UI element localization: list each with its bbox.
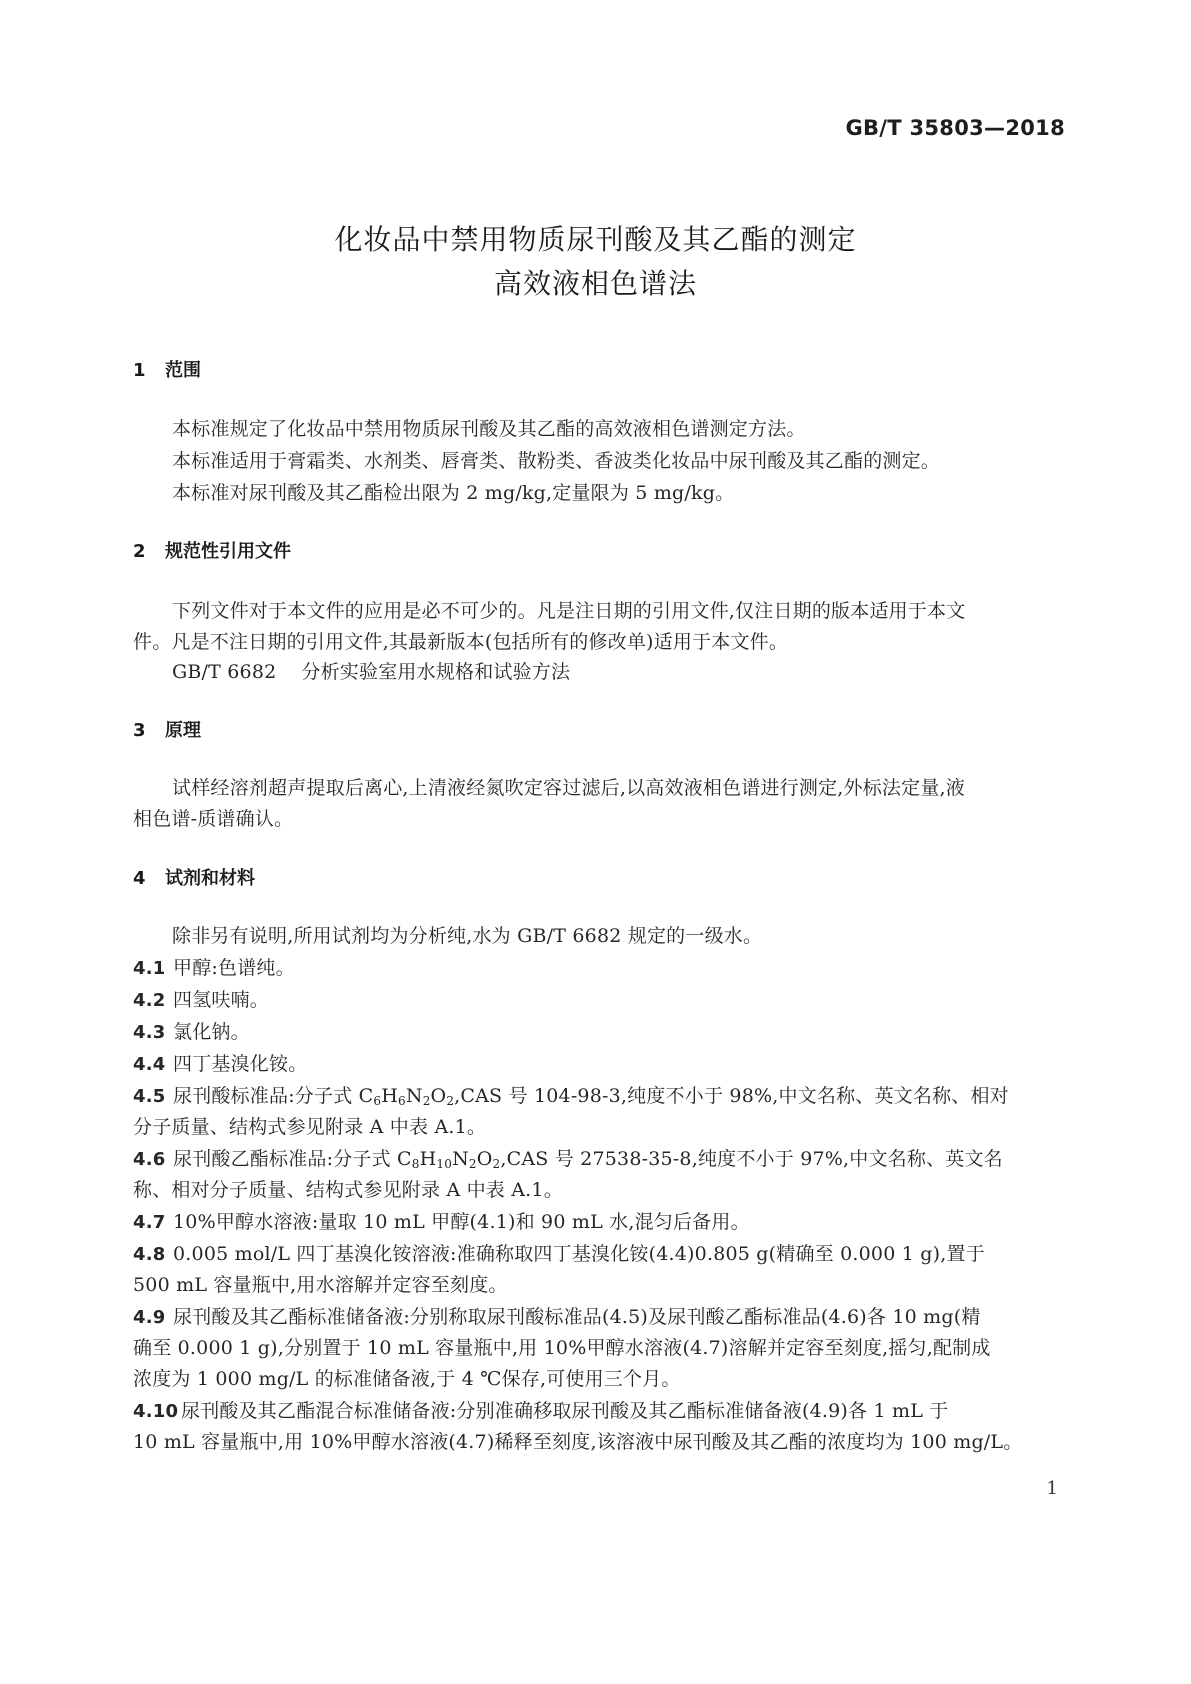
section-heading-references bbox=[133, 537, 291, 563]
paragraph-line: 本标准规定了化妆品中禁用物质尿刊酸及其乙酯的高效液相色谱测定方法。 bbox=[172, 418, 806, 440]
clause-number: 4.10 bbox=[133, 1401, 179, 1422]
clause-4-2 bbox=[133, 985, 269, 1012]
section-title: 试剂和材料 bbox=[165, 868, 255, 889]
paragraph-line: 除非另有说明,所用试剂均为分析纯,水为 GB/T 6682 规定的一级水。 bbox=[172, 925, 763, 947]
clause-number: 4.5 bbox=[133, 1086, 166, 1107]
clause-continuation: 浓度为 1 000 mg/L 的标准储备液,于 4 ℃保存,可使用三个月。 bbox=[133, 1368, 681, 1390]
clause-4-4 bbox=[133, 1049, 307, 1076]
section-number: 2 bbox=[133, 541, 146, 562]
formula-subscript: 2 bbox=[446, 1094, 455, 1108]
clause-number: 4.9 bbox=[133, 1307, 166, 1328]
standard-code: GB/T 35803—2018 bbox=[845, 116, 1065, 140]
clause-text: ,CAS 号 104-98-3,纯度不小于 98%,中文名称、英文名称、相对 bbox=[454, 1085, 1009, 1107]
clause-text: 0.005 mol/L 四丁基溴化铵溶液:准确称取四丁基溴化铵(4.4)0.805 g(精确至 0.000 1 g),置于 bbox=[173, 1243, 985, 1265]
paragraph-line: 试样经溶剂超声提取后离心,上清液经氮吹定容过滤后,以高效液相色谱进行测定,外标法定量,液 bbox=[172, 777, 965, 799]
paragraph-line: 相色谱-质谱确认。 bbox=[133, 808, 294, 830]
section-number: 1 bbox=[133, 360, 146, 381]
page-number: 1 bbox=[1046, 1478, 1058, 1499]
clause-text: 四丁基溴化铵。 bbox=[173, 1053, 308, 1075]
formula-element: H bbox=[381, 1085, 399, 1107]
clause-text: 四氢呋喃。 bbox=[173, 989, 270, 1011]
clause-number: 4.7 bbox=[133, 1212, 166, 1233]
clause-text: 10%甲醇水溶液:量取 10 mL 甲醇(4.1)和 90 mL 水,混匀后备用。 bbox=[173, 1211, 750, 1233]
formula-element: N bbox=[405, 1085, 423, 1107]
document-title: 化妆品中禁用物质尿刊酸及其乙酯的测定 bbox=[334, 223, 857, 256]
clause-text: 尿刊酸乙酯标准品:分子式 C bbox=[173, 1148, 412, 1170]
section-heading-scope bbox=[133, 356, 201, 382]
clause-text: 甲醇:色谱纯。 bbox=[173, 957, 295, 979]
clause-4-5 bbox=[133, 1081, 1009, 1108]
clause-4-9 bbox=[133, 1302, 981, 1329]
formula-subscript: 2 bbox=[422, 1094, 431, 1108]
clause-4-10 bbox=[133, 1396, 949, 1423]
section-number: 4 bbox=[133, 868, 146, 889]
clause-text: 尿刊酸及其乙酯混合标准储备液:分别准确移取尿刊酸及其乙酯标准储备液(4.9)各 1 mL 于 bbox=[181, 1400, 949, 1422]
clause-number: 4.6 bbox=[133, 1149, 166, 1170]
section-number: 3 bbox=[133, 720, 146, 741]
formula-element: N bbox=[452, 1148, 469, 1170]
paragraph-line: 下列文件对于本文件的应用是必不可少的。凡是注日期的引用文件,仅注日期的版本适用于本文 bbox=[172, 600, 966, 622]
clause-number: 4.3 bbox=[133, 1022, 166, 1043]
clause-text: 尿刊酸标准品:分子式 C bbox=[173, 1085, 374, 1107]
clause-text: 氯化钠。 bbox=[173, 1021, 250, 1043]
clause-continuation: 500 mL 容量瓶中,用水溶解并定容至刻度。 bbox=[133, 1274, 508, 1296]
section-title: 原理 bbox=[165, 720, 201, 741]
clause-number: 4.1 bbox=[133, 958, 166, 979]
formula-element: O bbox=[430, 1085, 447, 1107]
clause-text: 尿刊酸及其乙酯标准储备液:分别称取尿刊酸标准品(4.5)及尿刊酸乙酯标准品(4.6)各 10 mg(精 bbox=[173, 1306, 981, 1328]
paragraph-line: 本标准对尿刊酸及其乙酯检出限为 2 mg/kg,定量限为 5 mg/kg。 bbox=[172, 482, 735, 504]
formula-subscript: 2 bbox=[468, 1157, 477, 1171]
formula-subscript: 6 bbox=[398, 1094, 406, 1108]
section-heading-reagents bbox=[133, 864, 255, 890]
clause-4-7 bbox=[133, 1207, 750, 1234]
section-title: 范围 bbox=[165, 360, 201, 381]
formula-subscript: 10 bbox=[436, 1157, 453, 1171]
formula-element: H bbox=[419, 1148, 437, 1170]
clause-4-6 bbox=[133, 1144, 1003, 1171]
clause-continuation: 确至 0.000 1 g),分别置于 10 mL 容量瓶中,用 10%甲醇水溶液(4.7)溶解并定容至刻度,摇匀,配制成 bbox=[133, 1337, 991, 1359]
paragraph-line: 本标准适用于膏霜类、水剂类、唇膏类、散粉类、香波类化妆品中尿刊酸及其乙酯的测定。 bbox=[172, 450, 941, 472]
formula-subscript: 8 bbox=[411, 1157, 420, 1171]
reference-code: GB/T 6682 bbox=[172, 661, 277, 683]
clause-4-1 bbox=[133, 953, 295, 980]
section-heading-principle bbox=[133, 716, 201, 742]
clause-4-8 bbox=[133, 1239, 985, 1266]
clause-continuation: 10 mL 容量瓶中,用 10%甲醇水溶液(4.7)稀释至刻度,该溶液中尿刊酸及其乙酯的浓度均为 100 mg/L。 bbox=[133, 1431, 1023, 1453]
section-title: 规范性引用文件 bbox=[165, 541, 291, 562]
document-subtitle: 高效液相色谱法 bbox=[493, 267, 697, 300]
clause-continuation: 称、相对分子质量、结构式参见附录 A 中表 A.1。 bbox=[133, 1179, 563, 1201]
formula-subscript: 6 bbox=[373, 1094, 382, 1108]
clause-continuation: 分子质量、结构式参见附录 A 中表 A.1。 bbox=[133, 1116, 487, 1138]
paragraph-line: 件。凡是不注日期的引用文件,其最新版本(包括所有的修改单)适用于本文件。 bbox=[133, 631, 789, 653]
clause-4-3 bbox=[133, 1017, 250, 1044]
reference-entry bbox=[172, 657, 570, 684]
clause-number: 4.4 bbox=[133, 1054, 166, 1075]
clause-text: ,CAS 号 27538-35-8,纯度不小于 97%,中文名称、英文名 bbox=[500, 1148, 1003, 1170]
clause-number: 4.2 bbox=[133, 990, 166, 1011]
formula-element: O bbox=[476, 1148, 493, 1170]
clause-number: 4.8 bbox=[133, 1244, 166, 1265]
reference-title: 分析实验室用水规格和试验方法 bbox=[301, 661, 571, 683]
formula-subscript: 2 bbox=[492, 1157, 501, 1171]
